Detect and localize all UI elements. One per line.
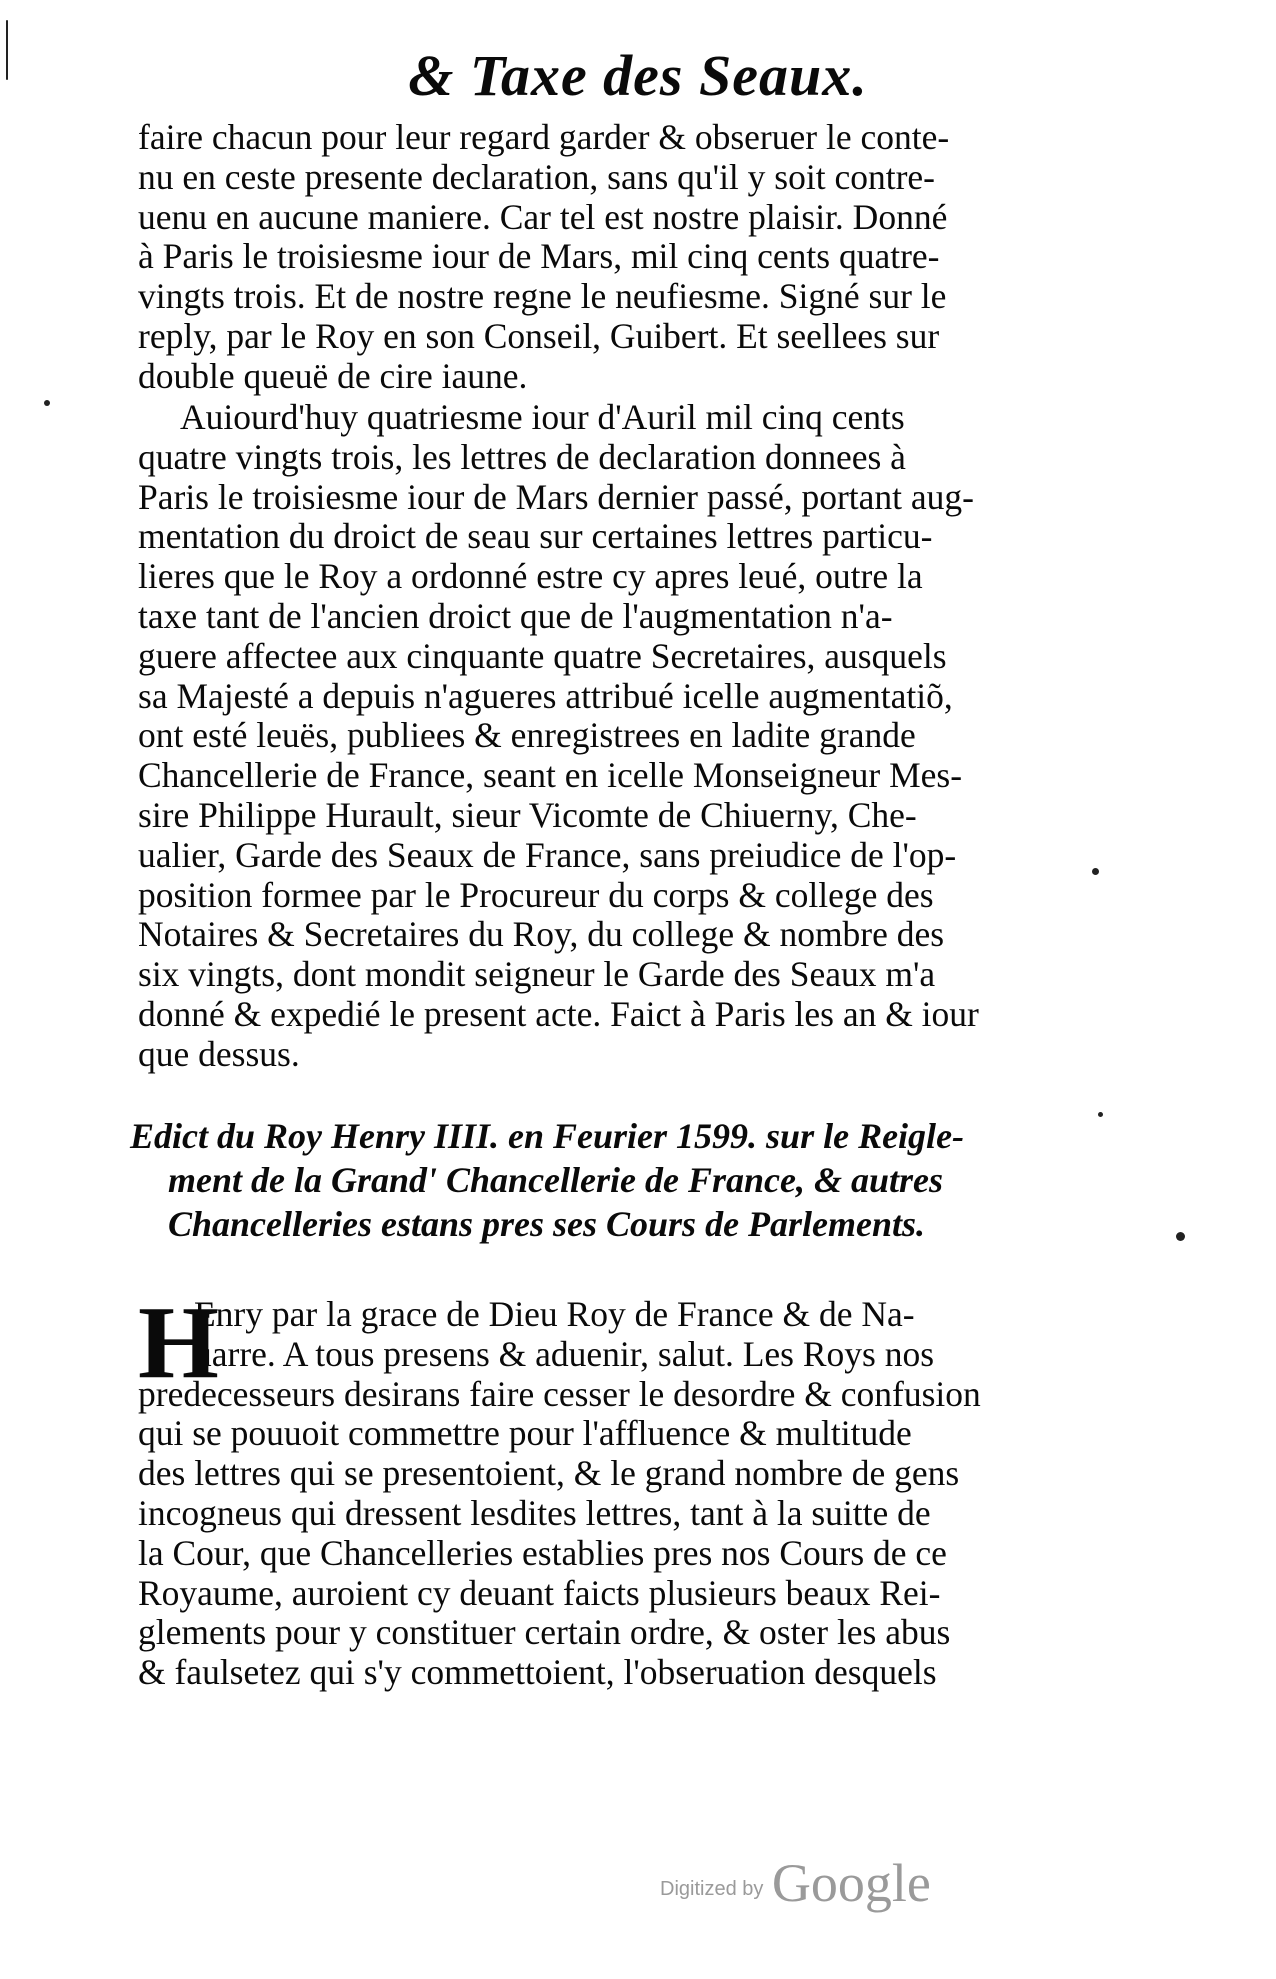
- drop-cap: H: [138, 1285, 219, 1400]
- digitized-watermark: [660, 1852, 931, 1914]
- text-line: predecesseurs desirans faire cesser le desordre & confusion: [138, 1373, 981, 1414]
- text-line: lieres que le Roy a ordonné estre cy apres leué, outre la: [138, 556, 923, 597]
- text-line: qui se pouuoit commettre pour l'affluence & multitude: [138, 1413, 912, 1454]
- text-line: Paris le troisiesme iour de Mars dernier passé, portant aug-: [138, 476, 974, 517]
- edict-body-paragraph: [138, 1285, 1000, 1693]
- text-line: Auiourd'huy quatriesme iour d'Auril mil cinq cents: [180, 397, 905, 437]
- ink-speck: [1098, 1112, 1103, 1117]
- margin-line: [6, 20, 8, 80]
- ink-speck: [44, 400, 50, 406]
- text-line: six vingts, dont mondit seigneur le Garde des Seaux m'a: [138, 954, 936, 995]
- text-line: uarre. A tous presens & aduenir, salut. Les Roys nos: [194, 1333, 935, 1374]
- text-line: la Cour, que Chancelleries establies pres nos Cours de ce: [138, 1532, 947, 1573]
- text-line: guere affectee aux cinquante quatre Secretaires, ausquels: [138, 635, 947, 676]
- title-line: ment de la Grand' Chancellerie de France, & autres: [168, 1160, 944, 1200]
- text-line: glements pour y constituer certain ordre, & oster les abus: [138, 1612, 951, 1653]
- text-line: que dessus.: [138, 1033, 300, 1074]
- text-line: incogneus qui dressent lesdites lettres, tant à la suitte de: [138, 1492, 931, 1533]
- text-line: nu en ceste presente declaration, sans qu'il y soit contre-: [138, 156, 935, 197]
- text-line: sire Philippe Hurault, sieur Vicomte de Chiuerny, Che-: [138, 794, 917, 835]
- text-line: Royaume, auroient cy deuant faicts plusieurs beaux Rei-: [138, 1572, 941, 1613]
- google-logo: Google: [771, 1853, 931, 1913]
- text-line: mentation du droict de seau sur certaines lettres particu-: [138, 516, 933, 557]
- text-line: & faulsetez qui s'y commettoient, l'obseruation desquels: [138, 1652, 937, 1693]
- text-line: à Paris le troisiesme iour de Mars, mil cinq cents quatre-: [138, 236, 940, 277]
- text-line: ont esté leuës, publiees & enregistrees en ladite grande: [138, 715, 916, 756]
- text-line: vingts trois. Et de nostre regne le neufiesme. Signé sur le: [138, 276, 947, 317]
- running-header: & Taxe des Seaux.: [408, 43, 868, 108]
- text-line: position formee par le Procureur du corps & college des: [138, 874, 934, 915]
- text-line: faire chacun pour leur regard garder & obseruer le conte-: [138, 117, 950, 157]
- closing-paragraph: [138, 118, 1000, 397]
- text-line: des lettres qui se presentoient, & le grand nombre de gens: [138, 1453, 960, 1494]
- text-line: Notaires & Secretaires du Roy, du college & nombre des: [138, 914, 945, 955]
- ink-speck: [1092, 868, 1099, 875]
- registration-paragraph: [138, 398, 1000, 1075]
- text-line: quatre vingts trois, les lettres de declaration donnees à: [138, 436, 906, 477]
- text-line: Enry par la grace de Dieu Roy de France & de Na-: [194, 1294, 915, 1334]
- text-line: Chancellerie de France, seant en icelle Monseigneur Mes-: [138, 755, 963, 796]
- edict-title: [130, 1114, 1010, 1246]
- text-line: uenu en aucune maniere. Car tel est nostre plaisir. Donné: [138, 196, 948, 237]
- text-line: reply, par le Roy en son Conseil, Guibert. Et seellees sur: [138, 315, 940, 356]
- ink-speck: [1176, 1232, 1185, 1241]
- text-line: sa Majesté a depuis n'agueres attribué icelle augmentatiõ,: [138, 675, 953, 716]
- title-line: Chancelleries estans pres ses Cours de Parlements.: [168, 1204, 926, 1244]
- text-line: double queuë de cire iaune.: [138, 355, 528, 396]
- title-line: Edict du Roy Henry IIII. en Feurier 1599. sur le Reigle-: [130, 1116, 965, 1156]
- text-line: ualier, Garde des Seaux de France, sans preiudice de l'op-: [138, 834, 957, 875]
- text-line: taxe tant de l'ancien droict que de l'augmentation n'a-: [138, 595, 893, 636]
- text-line: donné & expedié le present acte. Faict à Paris les an & iour: [138, 993, 979, 1034]
- watermark-prefix: Digitized by: [660, 1878, 764, 1900]
